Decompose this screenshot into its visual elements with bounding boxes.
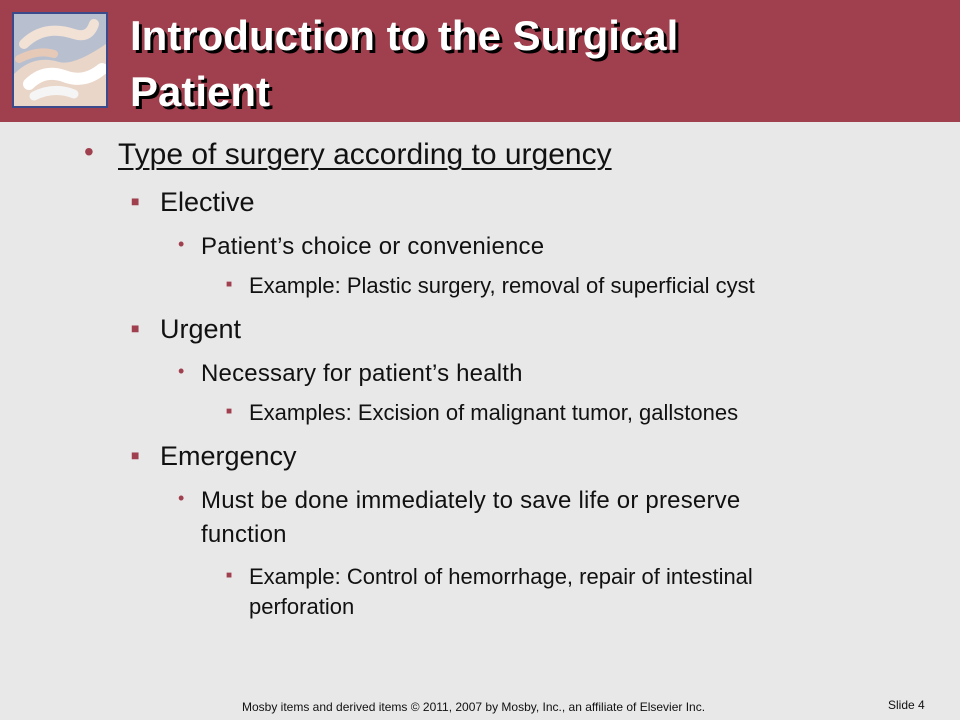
level3-bullet: •	[178, 234, 185, 254]
slide-number: Slide 4	[888, 698, 925, 712]
slide-title	[130, 8, 930, 120]
emergency-example-line2: perforation	[249, 594, 355, 619]
bandaged-hand-icon	[14, 14, 106, 106]
level2-bullet: ■	[131, 447, 140, 463]
main-heading: Type of surgery according to urgency	[118, 138, 612, 171]
copyright-footer: Mosby items and derived items © 2011, 2007 by Mosby, Inc., an affiliate of Elsevier Inc.	[242, 700, 706, 714]
category-urgent: Urgent	[160, 314, 242, 344]
urgent-description: Necessary for patient’s health	[201, 360, 523, 387]
emergency-description-line1: Must be done immediately to save life or preserve	[201, 487, 741, 514]
elective-example: Example: Plastic surgery, removal of superficial cyst	[249, 273, 755, 298]
level2-bullet: ■	[131, 193, 140, 209]
level4-bullet: ■	[226, 406, 233, 417]
title-line-2: Patient	[130, 68, 271, 115]
elective-description: Patient’s choice or convenience	[201, 233, 545, 260]
title-line-1: Introduction to the Surgical	[130, 12, 679, 59]
category-elective: Elective	[160, 187, 255, 217]
emergency-example-line1: Example: Control of hemorrhage, repair of intestinal	[249, 564, 753, 589]
bandaged-hand-image	[12, 12, 108, 108]
emergency-description-line2: function	[201, 521, 287, 548]
title-bar	[0, 0, 960, 122]
level3-bullet: •	[178, 361, 185, 381]
level2-bullet: ■	[131, 320, 140, 336]
level3-bullet: •	[178, 488, 185, 508]
category-emergency: Emergency	[160, 441, 297, 471]
level1-bullet: •	[84, 136, 94, 167]
level4-bullet: ■	[226, 570, 233, 581]
level4-bullet: ■	[226, 279, 233, 290]
urgent-example: Examples: Excision of malignant tumor, gallstones	[249, 400, 739, 425]
